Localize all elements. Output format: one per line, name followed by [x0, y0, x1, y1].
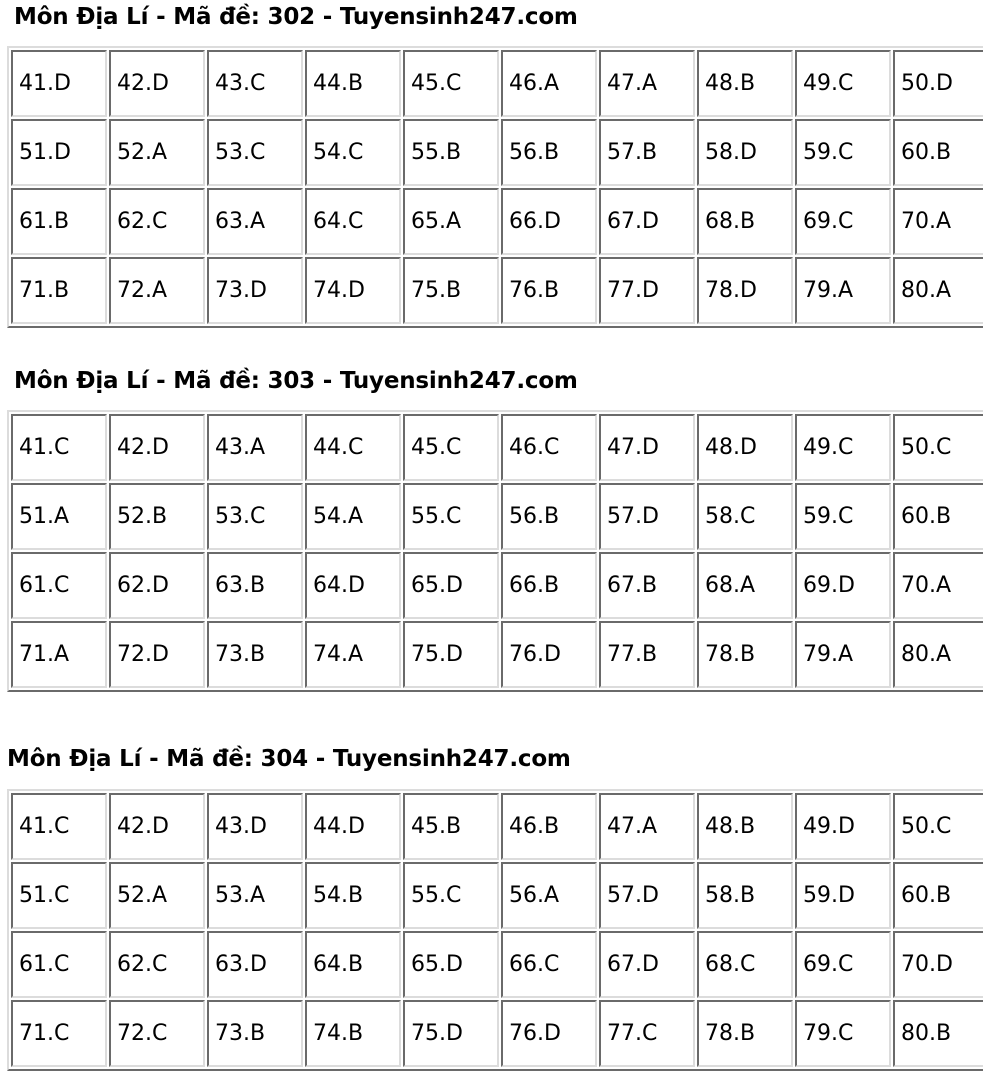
answer-cell: 79.A	[795, 621, 891, 688]
answer-table-302	[7, 46, 983, 328]
table-row	[11, 621, 983, 688]
answer-cell: 67.D	[599, 931, 695, 998]
answer-cell: 71.A	[11, 621, 107, 688]
answer-cell: 51.D	[11, 119, 107, 186]
answer-cell: 48.B	[697, 50, 793, 117]
answer-cell: 74.B	[305, 1000, 401, 1067]
answer-cell: 54.B	[305, 862, 401, 929]
answer-cell: 43.A	[207, 414, 303, 481]
answer-cell: 76.D	[501, 621, 597, 688]
answer-cell: 55.C	[403, 483, 499, 550]
table-row	[11, 257, 983, 324]
table-row	[11, 931, 983, 998]
answer-cell: 57.D	[599, 862, 695, 929]
answer-cell: 78.B	[697, 621, 793, 688]
answer-cell: 69.D	[795, 552, 891, 619]
answer-cell: 43.C	[207, 50, 303, 117]
answer-cell: 53.A	[207, 862, 303, 929]
answer-cell: 64.C	[305, 188, 401, 255]
answer-cell: 77.D	[599, 257, 695, 324]
answer-cell: 66.D	[501, 188, 597, 255]
table-row	[11, 50, 983, 117]
answer-cell: 53.C	[207, 119, 303, 186]
answer-cell: 65.D	[403, 931, 499, 998]
answer-cell: 80.A	[893, 621, 983, 688]
answer-cell: 78.D	[697, 257, 793, 324]
answer-cell: 60.B	[893, 862, 983, 929]
answer-cell: 56.A	[501, 862, 597, 929]
answer-cell: 79.A	[795, 257, 891, 324]
answer-cell: 75.D	[403, 1000, 499, 1067]
answer-cell: 52.B	[109, 483, 205, 550]
answer-cell: 72.C	[109, 1000, 205, 1067]
answer-cell: 71.B	[11, 257, 107, 324]
answer-cell: 64.D	[305, 552, 401, 619]
answer-cell: 42.D	[109, 414, 205, 481]
answer-cell: 41.D	[11, 50, 107, 117]
answer-cell: 58.D	[697, 119, 793, 186]
answer-cell: 65.A	[403, 188, 499, 255]
answer-cell: 47.A	[599, 793, 695, 860]
answer-cell: 63.B	[207, 552, 303, 619]
answer-cell: 77.B	[599, 621, 695, 688]
answer-table-304	[7, 789, 983, 1071]
answer-cell: 77.C	[599, 1000, 695, 1067]
answer-cell: 46.C	[501, 414, 597, 481]
answer-cell: 70.A	[893, 188, 983, 255]
answer-cell: 54.C	[305, 119, 401, 186]
section-title-302: Môn Địa Lí - Mã đề: 302 - Tuyensinh247.com	[14, 4, 578, 30]
answer-cell: 66.C	[501, 931, 597, 998]
answer-cell: 47.A	[599, 50, 695, 117]
answer-cell: 46.B	[501, 793, 597, 860]
answer-cell: 68.C	[697, 931, 793, 998]
answer-cell: 47.D	[599, 414, 695, 481]
answer-cell: 55.C	[403, 862, 499, 929]
answer-cell: 57.B	[599, 119, 695, 186]
answer-cell: 53.C	[207, 483, 303, 550]
answer-cell: 71.C	[11, 1000, 107, 1067]
answer-cell: 63.A	[207, 188, 303, 255]
answer-cell: 56.B	[501, 119, 597, 186]
answer-cell: 59.D	[795, 862, 891, 929]
answer-cell: 73.B	[207, 1000, 303, 1067]
answer-cell: 73.D	[207, 257, 303, 324]
answer-cell: 48.B	[697, 793, 793, 860]
answer-cell: 75.D	[403, 621, 499, 688]
answer-cell: 59.C	[795, 483, 891, 550]
answer-cell: 70.A	[893, 552, 983, 619]
answer-cell: 74.D	[305, 257, 401, 324]
answer-cell: 62.C	[109, 931, 205, 998]
answer-cell: 72.A	[109, 257, 205, 324]
answer-cell: 66.B	[501, 552, 597, 619]
section-title-303: Môn Địa Lí - Mã đề: 303 - Tuyensinh247.com	[14, 368, 578, 394]
answer-cell: 58.C	[697, 483, 793, 550]
answer-cell: 61.C	[11, 931, 107, 998]
answer-cell: 80.B	[893, 1000, 983, 1067]
answer-cell: 44.D	[305, 793, 401, 860]
answer-cell: 54.A	[305, 483, 401, 550]
answer-cell: 50.C	[893, 414, 983, 481]
answer-cell: 41.C	[11, 414, 107, 481]
answer-cell: 45.C	[403, 414, 499, 481]
answer-cell: 50.C	[893, 793, 983, 860]
answer-cell: 80.A	[893, 257, 983, 324]
answer-table-303	[7, 410, 983, 692]
section-title-304: Môn Địa Lí - Mã đề: 304 - Tuyensinh247.com	[7, 746, 571, 772]
answer-cell: 42.D	[109, 50, 205, 117]
answer-cell: 59.C	[795, 119, 891, 186]
answer-cell: 58.B	[697, 862, 793, 929]
answer-cell: 42.D	[109, 793, 205, 860]
answer-cell: 76.D	[501, 1000, 597, 1067]
answer-cell: 69.C	[795, 188, 891, 255]
answer-cell: 62.D	[109, 552, 205, 619]
answer-cell: 49.C	[795, 414, 891, 481]
answer-cell: 67.B	[599, 552, 695, 619]
answer-cell: 51.A	[11, 483, 107, 550]
table-row	[11, 483, 983, 550]
answer-cell: 45.C	[403, 50, 499, 117]
answer-cell: 73.B	[207, 621, 303, 688]
answer-cell: 64.B	[305, 931, 401, 998]
answer-cell: 79.C	[795, 1000, 891, 1067]
answer-cell: 62.C	[109, 188, 205, 255]
table-row	[11, 119, 983, 186]
answer-cell: 78.B	[697, 1000, 793, 1067]
answer-cell: 60.B	[893, 483, 983, 550]
answer-cell: 52.A	[109, 119, 205, 186]
table-row	[11, 188, 983, 255]
answer-cell: 50.D	[893, 50, 983, 117]
answer-cell: 69.C	[795, 931, 891, 998]
answer-cell: 61.C	[11, 552, 107, 619]
answer-cell: 70.D	[893, 931, 983, 998]
answer-cell: 65.D	[403, 552, 499, 619]
answer-cell: 49.C	[795, 50, 891, 117]
answer-cell: 45.B	[403, 793, 499, 860]
answer-cell: 67.D	[599, 188, 695, 255]
answer-cell: 68.B	[697, 188, 793, 255]
answer-cell: 74.A	[305, 621, 401, 688]
answer-cell: 61.B	[11, 188, 107, 255]
answer-cell: 44.B	[305, 50, 401, 117]
table-row	[11, 862, 983, 929]
answer-cell: 44.C	[305, 414, 401, 481]
answer-cell: 55.B	[403, 119, 499, 186]
answer-cell: 51.C	[11, 862, 107, 929]
answer-cell: 49.D	[795, 793, 891, 860]
table-row	[11, 1000, 983, 1067]
answer-cell: 63.D	[207, 931, 303, 998]
answer-cell: 68.A	[697, 552, 793, 619]
answer-cell: 48.D	[697, 414, 793, 481]
table-row	[11, 414, 983, 481]
answer-cell: 43.D	[207, 793, 303, 860]
answer-cell: 57.D	[599, 483, 695, 550]
answer-cell: 76.B	[501, 257, 597, 324]
answer-cell: 41.C	[11, 793, 107, 860]
answer-cell: 72.D	[109, 621, 205, 688]
answer-cell: 56.B	[501, 483, 597, 550]
table-row	[11, 793, 983, 860]
answer-cell: 75.B	[403, 257, 499, 324]
table-row	[11, 552, 983, 619]
answer-cell: 52.A	[109, 862, 205, 929]
answer-cell: 60.B	[893, 119, 983, 186]
answer-cell: 46.A	[501, 50, 597, 117]
